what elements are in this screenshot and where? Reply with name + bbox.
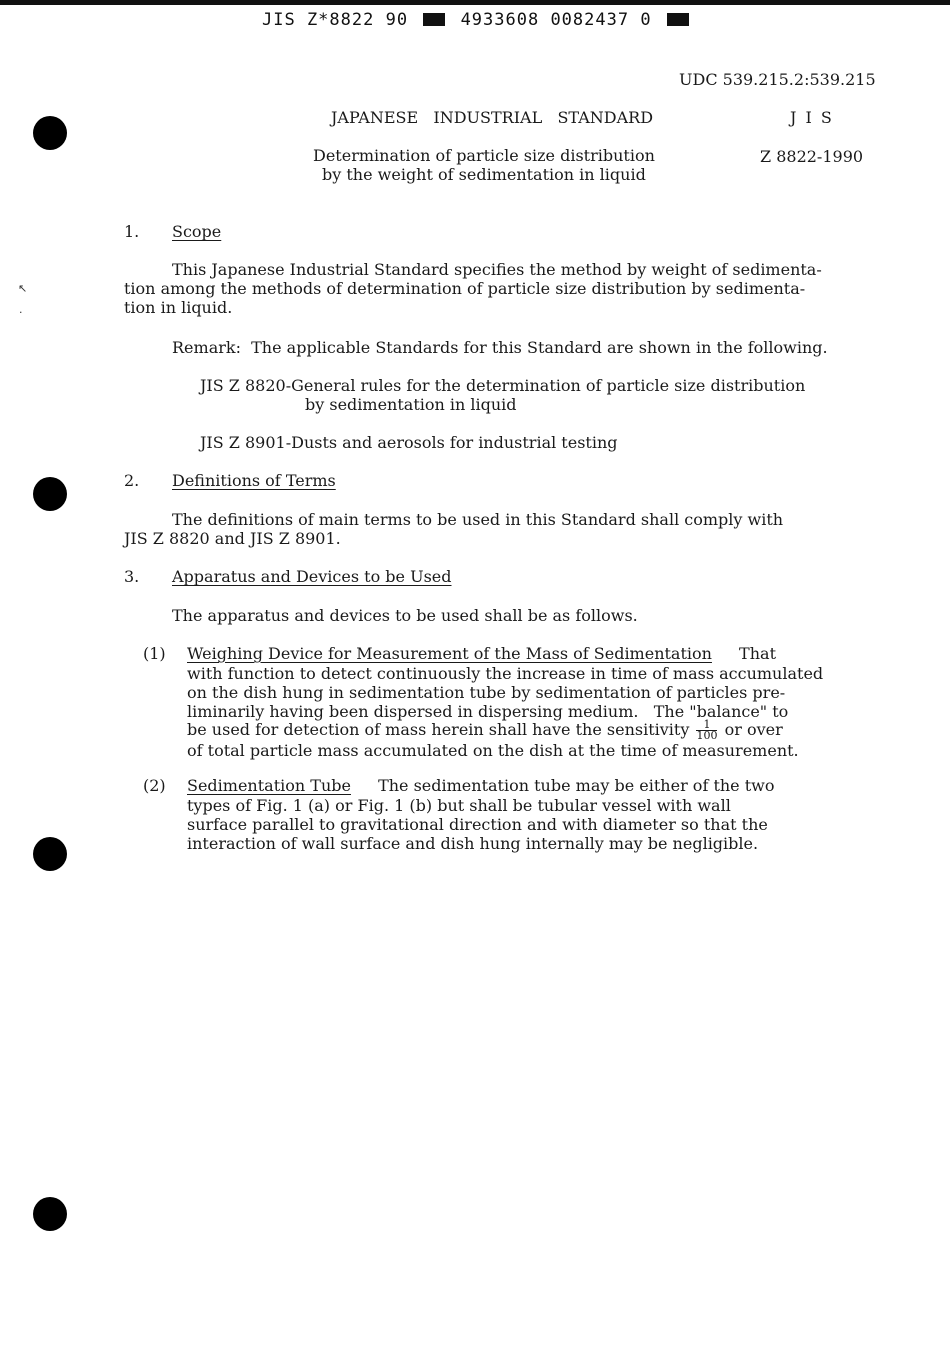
section1-ref1-line2: by sedimentation in liquid [305, 395, 517, 414]
standard-title: JAPANESE INDUSTRIAL STANDARD [331, 108, 654, 127]
header-code-middle: 4933608 0082437 0 [460, 10, 652, 30]
section3-heading: Apparatus and Devices to be Used [172, 567, 452, 586]
item2-title-line [187, 776, 775, 795]
section2-number: 2. [124, 471, 140, 490]
jis-label: J I S [790, 108, 834, 127]
item2-title-tail: The sedimentation tube may be either of the two [378, 776, 775, 795]
item1-line6: of total particle mass accumulated on the dish at the time of measurement. [187, 741, 799, 760]
section1-heading: Scope [172, 222, 222, 241]
section2-para-line1: The definitions of main terms to be used in this Standard shall comply with [172, 510, 784, 529]
binder-hole-4 [33, 1197, 67, 1231]
binder-hole-2 [33, 477, 67, 511]
item1-line4: liminarily having been dispersed in dispersing medium. The "balance" to [187, 702, 789, 721]
item1-line3: on the dish hung in sedimentation tube by sedimentation of particles pre- [187, 683, 786, 702]
section1-para-line2: tion among the methods of determination of particle size distribution by sedimenta- [124, 279, 806, 298]
section2-para-line2: JIS Z 8820 and JIS Z 8901. [124, 529, 341, 548]
item1-title-line [187, 644, 776, 663]
item1-title-tail: That [739, 644, 776, 663]
top-border-rule [0, 0, 950, 5]
item1-label: (1) [143, 644, 166, 663]
item2-line4: interaction of wall surface and dish hung internally may be negligible. [187, 834, 759, 853]
section1-number: 1. [124, 222, 140, 241]
section1-ref2: JIS Z 8901-Dusts and aerosols for industrial testing [200, 433, 618, 452]
item1-title: Weighing Device for Measurement of the Mass of Sedimentation [187, 644, 712, 663]
udc-number: UDC 539.215.2:539.215 [679, 70, 876, 89]
doc-title-line2: by the weight of sedimentation in liquid [322, 165, 646, 184]
section2-heading: Definitions of Terms [172, 471, 336, 490]
header-code [262, 10, 693, 30]
item2-line3: surface parallel to gravitational direction and with diameter so that the [187, 815, 768, 834]
section1-para-line3: tion in liquid. [124, 298, 233, 317]
margin-mark-2: · [19, 306, 23, 319]
binder-hole-1 [33, 116, 67, 150]
margin-mark-1: ↖ [18, 282, 28, 295]
doc-number: Z 8822-1990 [760, 147, 864, 166]
item2-label: (2) [143, 776, 166, 795]
fraction-denominator: 100 [696, 729, 718, 742]
item1-line2: with function to detect continuously the increase in time of mass accumulated [187, 664, 824, 683]
item1-line5-b: or over [724, 720, 783, 739]
item1-line5 [187, 720, 783, 741]
doc-title-line1: Determination of particle size distribution [313, 146, 655, 165]
section3-intro: The apparatus and devices to be used shall be as follows. [172, 606, 638, 625]
section3-number: 3. [124, 567, 140, 586]
header-code-left: JIS Z*8822 90 [262, 10, 409, 30]
item2-line2: types of Fig. 1 (a) or Fig. 1 (b) but shall be tubular vessel with wall [187, 796, 731, 815]
barcode-block-2 [667, 13, 689, 26]
item2-title: Sedimentation Tube [187, 776, 351, 795]
section1-remark: Remark: The applicable Standards for this Standard are shown in the following. [172, 338, 828, 357]
item1-line5-a: be used for detection of mass herein shall have the sensitivity [187, 720, 690, 739]
section1-para-line1: This Japanese Industrial Standard specifies the method by weight of sedimenta- [172, 260, 822, 279]
barcode-block-1 [423, 13, 445, 26]
binder-hole-3 [33, 837, 67, 871]
section1-ref1-line1: JIS Z 8820-General rules for the determination of particle size distribution [200, 376, 806, 395]
sensitivity-fraction [696, 720, 717, 741]
fraction-numerator: 1 [696, 720, 717, 731]
